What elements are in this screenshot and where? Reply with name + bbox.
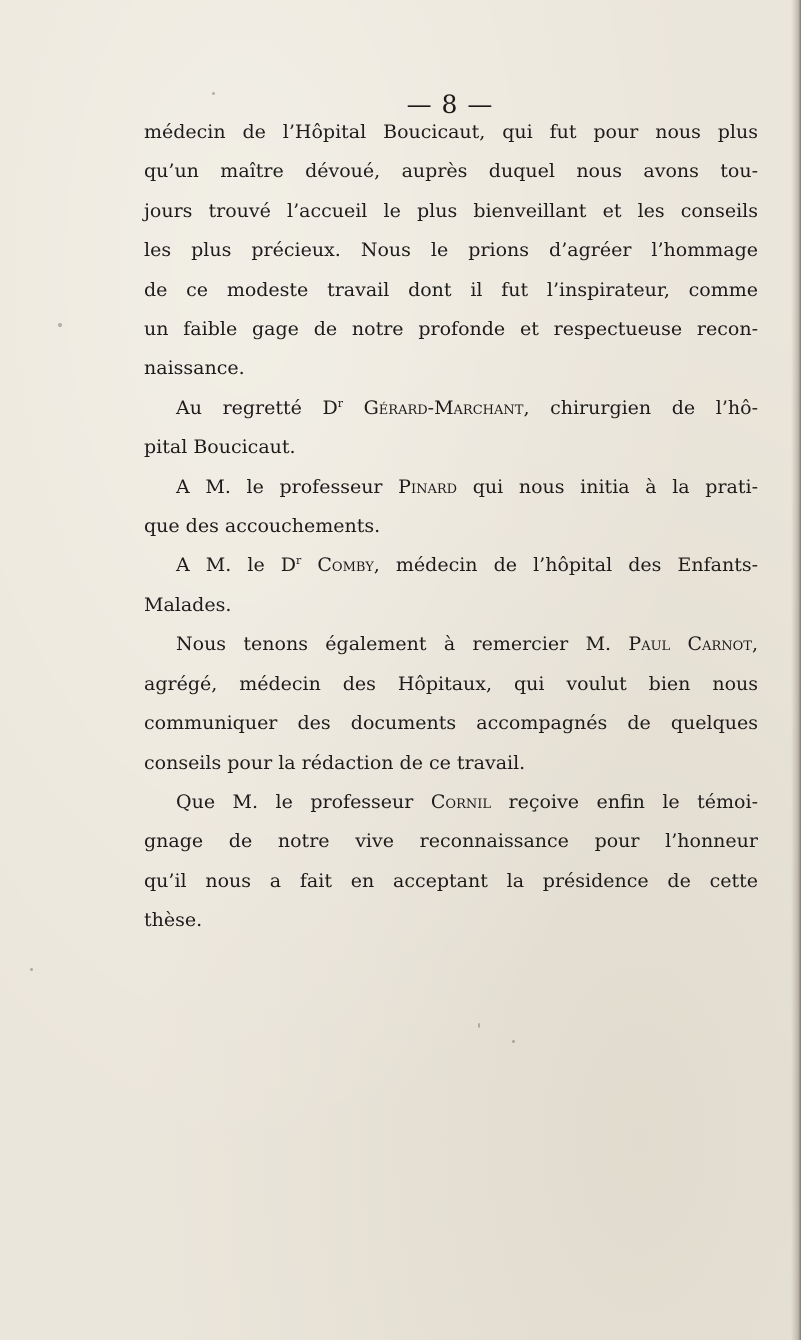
text-line: un faible gage de notre profonde et respectueuse recon- bbox=[144, 318, 758, 341]
body-text bbox=[144, 113, 758, 941]
text-line: qu’un maître dévoué, auprès duquel nous avons tou- bbox=[144, 160, 758, 183]
person-name: Gérard-Marchant bbox=[363, 396, 524, 419]
text-line: communiquer des documents accompagnés de quelques bbox=[144, 712, 758, 735]
text-line: Malades. bbox=[144, 593, 232, 616]
text-fragment: , médecin de l’hôpital des Enfants- bbox=[373, 554, 758, 577]
text-line: agrégé, médecin des Hôpitaux, qui voulut bien nous bbox=[144, 672, 758, 695]
text-line: de ce modeste travail dont il fut l’inspirateur, comme bbox=[144, 278, 758, 301]
text-fragment: A M. le D bbox=[176, 554, 297, 577]
text-line: que des accouchements. bbox=[144, 515, 381, 538]
text-line: pital Boucicaut. bbox=[144, 436, 296, 459]
paper-speck bbox=[512, 1040, 515, 1043]
text-line: les plus précieux. Nous le prions d’agréer l’hommage bbox=[144, 239, 758, 262]
superscript: r bbox=[296, 554, 302, 568]
text-line: médecin de l’Hôpital Boucicaut, qui fut pour nous plus bbox=[144, 121, 758, 143]
text-line: thèse. bbox=[144, 909, 203, 932]
person-name: Paul Carnot bbox=[628, 633, 752, 656]
paper-speck bbox=[478, 1023, 480, 1028]
dedication-pinard bbox=[144, 468, 758, 507]
text-line: jours trouvé l’accueil le plus bienveillant et les conseils bbox=[144, 199, 758, 222]
text-line: naissance. bbox=[144, 357, 245, 380]
text-fragment: Au regretté D bbox=[176, 396, 338, 419]
person-name: Comby bbox=[317, 554, 374, 577]
superscript: r bbox=[337, 396, 343, 410]
text-fragment: reçoive enfin le témoi- bbox=[491, 790, 758, 813]
text-fragment: Que M. le professeur bbox=[176, 790, 431, 813]
text-fragment: qui nous initia à la prati- bbox=[457, 475, 758, 498]
text-line: gnage de notre vive reconnaissance pour l’honneur bbox=[144, 830, 758, 853]
person-name: Cornil bbox=[430, 790, 492, 813]
person-name: Pinard bbox=[398, 475, 458, 498]
text-line: conseils pour la rédaction de ce travail. bbox=[144, 751, 526, 774]
text-fragment: , chirurgien de l’hô- bbox=[523, 396, 758, 419]
text-fragment: , bbox=[751, 633, 758, 656]
dedication-comby bbox=[144, 546, 758, 585]
page-number: — 8 — bbox=[406, 90, 494, 119]
text-line: qu’il nous a fait en acceptant la présidence de cette bbox=[144, 869, 758, 892]
thanks-carnot bbox=[144, 625, 758, 664]
paper-speck bbox=[58, 323, 62, 327]
page-edge-shadow bbox=[791, 0, 801, 1340]
paper-speck bbox=[30, 968, 33, 971]
dedication-gerard-marchant bbox=[144, 389, 758, 428]
text-fragment: A M. le professeur bbox=[176, 475, 399, 498]
thanks-cornil bbox=[144, 783, 758, 822]
text-fragment: Nous tenons également à remercier M. bbox=[176, 633, 629, 656]
